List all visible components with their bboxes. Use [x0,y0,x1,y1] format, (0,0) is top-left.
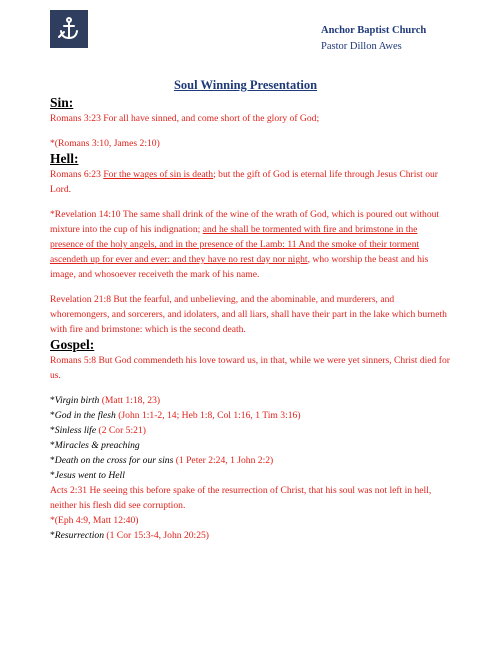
section-heading-sin: Sin: [50,95,74,110]
pastor-name: Pastor Dillon Awes [321,41,402,52]
page-title: Soul Winning Presentation [173,78,318,92]
list-item: *Miracles & preaching [50,440,140,451]
verse-revelation-14-10: *Revelation 14:10 The same shall drink of the wine of the wrath of God, which is poured out without mixture into the cup of his indignation; and he shall be tormented with fire and brimstone in the presence of the holy angels, and in the presence of the Lamb: 11 And the smoke of their torment ascendeth up for ever and ever: and they have no rest day nor night, who worship the beast and his image, and whosoever receiveth the mark of his name. [50,209,440,280]
church-logo [50,10,88,48]
verse-refs-eph: *(Eph 4:9, Matt 12:40) [50,515,139,526]
list-item: *Death on the cross for our sins (1 Peter 2:24, 1 John 2:2) [50,455,274,466]
verse-romans-5-8: Romans 5:8 But God commendeth his love toward us, in that, while we were yet sinners, Christ died for us. [50,355,450,381]
verse-romans-3-23: Romans 3:23 For all have sinned, and come short of the glory of God; [50,113,320,124]
underlined-phrase: For the wages of sin is death [103,169,214,180]
section-heading-hell: Hell: [50,151,79,166]
list-item: *Sinless life (2 Cor 5:21) [50,425,146,436]
verse-refs-sin: *(Romans 3:10, James 2:10) [50,138,160,149]
anchor-cross-icon [56,16,82,42]
document-body [50,95,450,543]
list-item: *God in the flesh (John 1:1-2, 14; Heb 1:8, Col 1:16, 1 Tim 3:16) [50,410,301,421]
list-item: *Jesus went to Hell [50,470,125,481]
church-name: Anchor Baptist Church [321,25,427,36]
list-item: *Virgin birth (Matt 1:18, 23) [50,395,161,406]
verse-acts-2-31: Acts 2:31 He seeing this before spake of the resurrection of Christ, that his soul was not left in hell, neither his flesh did see corruption. [50,485,432,511]
verse-romans-6-23: Romans 6:23 For the wages of sin is death; but the gift of God is eternal life through Jesus Christ our Lord. [50,169,438,195]
list-item: *Resurrection (1 Cor 15:3-4, John 20:25) [50,530,209,541]
underlined-phrase: and he shall be tormented with fire and brimstone in the presence of the holy angels, and in the presence of the Lamb: 11 And the smoke of their torment ascendeth up for ever and ever: and they have no rest day nor night [50,224,420,265]
verse-revelation-21-8: Revelation 21:8 But the fearful, and unbelieving, and the abominable, and murderers, and whoremongers, and sorcerers, and idolaters, and all liars, shall have their part in the lake which burneth with fire and brimstone: which is the second death. [50,294,447,335]
section-heading-gospel: Gospel: [50,337,95,352]
